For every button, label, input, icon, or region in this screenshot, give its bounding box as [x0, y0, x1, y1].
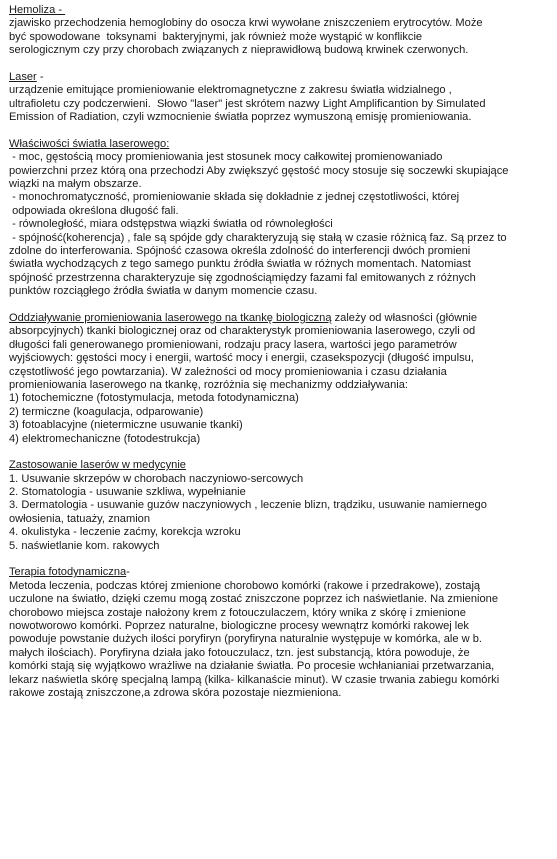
line-text: uczulone na światło, dzięki czemu mogą zostać zniszczone poprzez ich naświetlanie. Na zmienione	[9, 593, 498, 606]
text-line	[9, 406, 555, 419]
text-line	[9, 4, 555, 17]
text-line	[9, 232, 555, 245]
underlined-heading: Terapia fotodynamiczna	[9, 566, 127, 579]
text-section	[9, 138, 555, 299]
line-text: długości fali generowanego promieniowani, rodzaju pracy lasera, wartości jego parametrów	[9, 338, 457, 351]
text-line	[9, 111, 555, 124]
text-line	[9, 379, 555, 392]
line-text: punktów rozciągłego źródła światła w danym momencie czasu.	[9, 285, 318, 298]
text-line	[9, 633, 555, 646]
text-line	[9, 392, 555, 405]
text-section	[9, 459, 555, 553]
underlined-heading: Właściwości światła laserowego:	[9, 137, 170, 150]
text-line	[9, 419, 555, 432]
text-line	[9, 620, 555, 633]
line-text: zależy od własności (głównie	[331, 311, 478, 324]
paragraph-gap	[9, 299, 555, 312]
line-text: 2. Stomatologia - usuwanie szkliwa, wypełnianie	[9, 486, 246, 499]
line-text: 1. Usuwanie skrzepów w chorobach naczyniowo-sercowych	[9, 472, 304, 485]
line-text: częstotliwość jego powtarzania). W zależności od mocy promieniowania i czasu działania	[9, 365, 447, 378]
paragraph-gap	[9, 125, 555, 138]
text-line	[9, 607, 555, 620]
text-line	[9, 258, 555, 271]
text-section	[9, 4, 555, 58]
underlined-heading: Oddziaływanie promieniowania laserowego na tkankę biologiczną	[9, 311, 332, 324]
text-line	[9, 245, 555, 258]
line-text: 5. naświetlanie kom. rakowych	[9, 539, 160, 552]
line-text: owłosienia, tatuaży, znamion	[9, 512, 151, 525]
text-line	[9, 31, 555, 44]
text-line	[9, 366, 555, 379]
line-text: lekarz naświetla skórę specjalną lampą (kilka- kilkanaście minut). W czasie trwania zabiegu komórki	[9, 673, 500, 686]
line-text: powoduje powstanie dużych ilości poryfiryn (poryfiryna naturalnie występuje w komórka, ale w b.	[9, 633, 482, 646]
line-text: światła wychodzących z tego samego punktu źródła światła w różnych momentach. Natomiast	[9, 258, 471, 271]
line-text: 3. Dermatologia - usuwanie guzów naczyniowych , leczenie blizn, trądziku, usuwanie namiernego	[9, 499, 487, 512]
line-text: 4) elektromechaniczne (fotodestrukcja)	[9, 432, 201, 445]
text-line	[9, 44, 555, 57]
line-text: serologicznym czy przy chorobach związanych z nieprawidłową budową krwinek czerwonych.	[9, 44, 469, 57]
text-line	[9, 84, 555, 97]
line-text: - spójność(koherencja) , fale są spójde gdy charakteryzują się stałą w czasie różnicą faz. Są przez to	[9, 231, 507, 244]
text-line	[9, 205, 555, 218]
text-line	[9, 593, 555, 606]
line-text: Emission of Radiation, czyli wzmocnienie światła poprzez wymuszoną emisję promieniowania.	[9, 111, 472, 124]
line-text: - moc, gęstością mocy promieniowania jest stosunek mocy całkowitej promienowaniado	[9, 151, 443, 164]
line-text: - monochromatyczność, promieniowanie składa się dokładnie z jednej częstotliwości, której	[9, 191, 460, 204]
text-line	[9, 499, 555, 512]
line-text: małych ilościach). Poryfiryna działa jako fotouczulacz, tzn. jest substancją, która powoduje, że	[9, 646, 470, 659]
text-line	[9, 325, 555, 338]
text-line	[9, 178, 555, 191]
document-page	[9, 4, 555, 700]
line-text: -	[126, 566, 130, 579]
line-text: rakowe zostają zniszczone,a zdrowa skóra pozostaje niezmieniona.	[9, 686, 342, 699]
underlined-heading: Laser	[9, 70, 37, 83]
line-text: nowotworowo komórki. Poprzez naturalne, biologiczne procesy wewnątrz komórki rakowej lek	[9, 619, 469, 632]
text-line	[9, 674, 555, 687]
line-text: powierzchni przez którą ona przechodzi Aby zwiększyć gęstość mocy stosuje się soczewki skupiające	[9, 164, 509, 177]
text-line	[9, 433, 555, 446]
text-line	[9, 339, 555, 352]
line-text: być spowodowane toksynami bakteryjnymi, jak również może wystąpić w konflikcie	[9, 30, 423, 43]
line-text: ultrafioletu czy podczerwieni. Słowo "laser" jest skrótem nazwy Light Amplificantion by Simulated	[9, 97, 486, 110]
line-text: Metoda leczenia, podczas której zmienione chorobowo komórki (rakowe i przedrakowe), zostają	[9, 579, 481, 592]
text-line	[9, 647, 555, 660]
text-line	[9, 459, 555, 472]
line-text: 4. okulistyka - leczenie zaćmy, korekcja wzroku	[9, 526, 241, 539]
text-line	[9, 687, 555, 700]
text-section	[9, 566, 555, 700]
line-text: odpowiada określona długość fali.	[9, 204, 179, 217]
text-line	[9, 540, 555, 553]
text-line	[9, 312, 555, 325]
text-line	[9, 272, 555, 285]
text-section	[9, 71, 555, 125]
line-text: promieniowania laserowego na tkankę, rozróżnia się mechanizmy oddziaływania:	[9, 378, 408, 391]
line-text: chorobowo miejsca zostaje nałożony krem z fotouczulaczem, który wnika z skórę i zmienione	[9, 606, 466, 619]
line-text: zdolne do interferowania. Spójność czasowa określa zdolność do interferencji dwóch promieni	[9, 245, 471, 258]
line-text: 2) termiczne (koagulacja, odparowanie)	[9, 405, 204, 418]
text-line	[9, 218, 555, 231]
text-line	[9, 486, 555, 499]
paragraph-gap	[9, 446, 555, 459]
text-line	[9, 138, 555, 151]
line-text: komórki stają się wyjątkowo wrażliwe na działanie światła. Po procesie wchłanianiai przetwarzania,	[9, 660, 495, 673]
text-line	[9, 526, 555, 539]
text-line	[9, 566, 555, 579]
line-text: 3) fotoablacyjne (nietermiczne usuwanie tkanki)	[9, 419, 243, 432]
text-line	[9, 191, 555, 204]
line-text: -	[36, 70, 44, 83]
text-line	[9, 473, 555, 486]
line-text: wiązki na małym obszarze.	[9, 178, 142, 191]
text-line	[9, 513, 555, 526]
text-line	[9, 98, 555, 111]
underlined-heading: Zastosowanie laserów w medycynie	[9, 459, 186, 472]
paragraph-gap	[9, 553, 555, 566]
line-text: urządzenie emitujące promieniowanie elektromagnetyczne z zakresu światła widzialnego ,	[9, 84, 452, 97]
line-text: spójność przestrzenna charakteryzuje się zgodnościąmiędzy fazami fal emitowanych z różnych	[9, 271, 476, 284]
line-text: wyjściowych: gęstości mocy i energii, wartość mocy i energii, czasekspozycji (długość impulsu,	[9, 352, 474, 365]
text-line	[9, 580, 555, 593]
text-line	[9, 17, 555, 30]
text-line	[9, 71, 555, 84]
line-text: 1) fotochemiczne (fotostymulacja, metoda fotodynamiczna)	[9, 392, 299, 405]
text-line	[9, 151, 555, 164]
underlined-heading: Hemoliza -	[9, 4, 66, 16]
text-section	[9, 312, 555, 446]
line-text: zjawisko przechodzenia hemoglobiny do osocza krwi wywołane zniszczeniem erytrocytów. Może	[9, 17, 483, 30]
text-line	[9, 285, 555, 298]
paragraph-gap	[9, 58, 555, 71]
text-line	[9, 165, 555, 178]
text-line	[9, 660, 555, 673]
line-text: - równoległość, miara odstępstwa wiązki światła od równoległości	[9, 218, 333, 231]
text-line	[9, 352, 555, 365]
line-text: absorpcyjnych) tkanki biologicznej oraz od charakterystyk promieniowania laserowego, czyli od	[9, 325, 476, 338]
